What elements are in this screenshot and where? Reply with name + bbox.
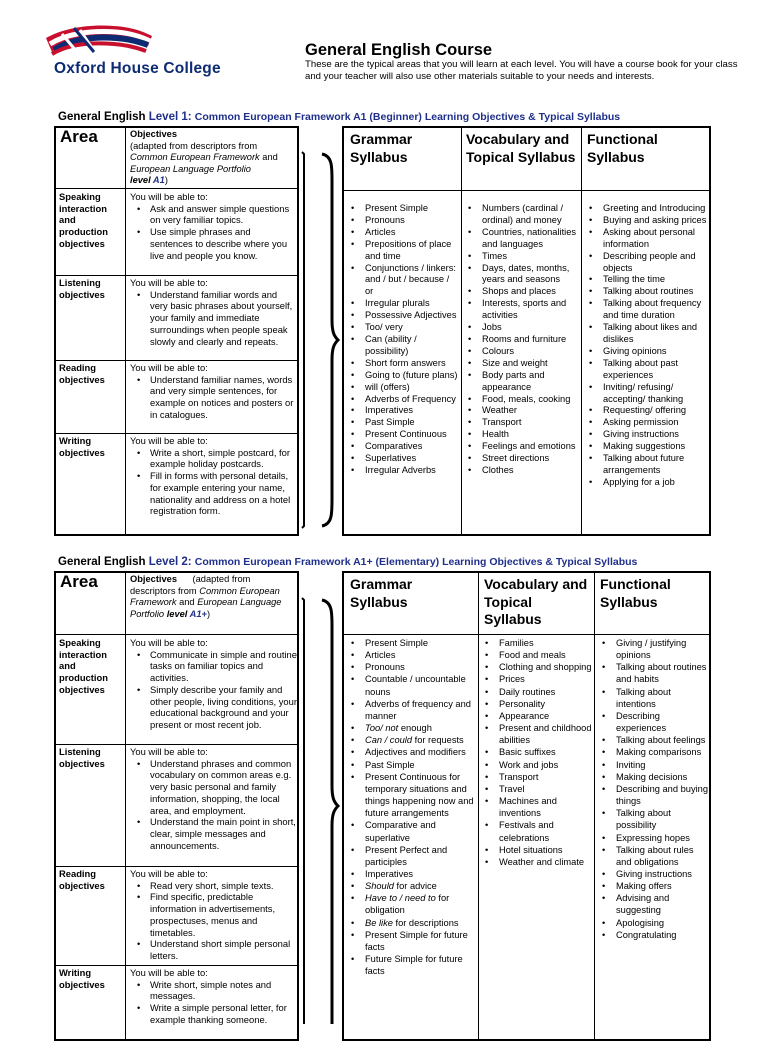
list-item: • Fill in forms with personal details, for example entering your name, nationality and address on a hotel registration form.	[130, 470, 295, 517]
list-item	[345, 819, 476, 843]
list-item: • Weather and climate	[479, 856, 593, 868]
list-item: • Requesting/ offering	[583, 405, 709, 417]
list-item: • Interests, sports and activities	[462, 298, 580, 322]
college-name: Oxford House College	[54, 60, 221, 77]
list-item: • Describing experiences	[596, 710, 709, 734]
list-item: • Apologising	[596, 917, 709, 929]
list-item	[345, 953, 476, 977]
list-item: • Expressing hopes	[596, 832, 709, 844]
list-item: • Understand short simple personal letters.	[130, 938, 297, 961]
list-item: • Size and weight	[462, 358, 580, 370]
list-item: • Understand familiar names, words and very simple sentences, for example on notices and posters or in catalogues.	[130, 374, 295, 421]
level1-writing-intro: You will be able to:	[130, 435, 208, 446]
list-item	[345, 759, 476, 771]
list-item	[345, 746, 476, 758]
list-item: • Talking about future arrangements	[583, 453, 709, 477]
level2-objectives-header	[130, 574, 297, 620]
list-item: • Hotel situations	[479, 844, 593, 856]
list-item: • Talking about rules and obligations	[596, 844, 709, 868]
list-item-emphasis: Be like	[365, 917, 393, 928]
level1-objectives-note-3: and	[259, 152, 278, 163]
list-item: • Transport	[479, 771, 593, 783]
level2-title-level: Level 2:	[148, 556, 195, 568]
level1-reading-objectives	[130, 362, 295, 421]
level1-vocab-heading: Vocabulary and Topical Syllabus	[466, 131, 576, 165]
list-item: • Conjunctions / linkers: and / but / because / or	[345, 263, 459, 299]
level1-brace-icon	[300, 150, 340, 530]
list-item: • Clothes	[462, 465, 580, 477]
level2-objectives-note-1: (adapted from descriptors from	[130, 574, 251, 596]
list-item: • Feelings and emotions	[462, 441, 580, 453]
list-item: • Colours	[462, 346, 580, 358]
level1-listening-label: Listening objectives	[59, 277, 105, 300]
level1-objectives-note-2: Common European Framework	[130, 152, 260, 163]
level2-objectives-note-7: )	[206, 608, 211, 619]
list-item: • Days, dates, months, years and seasons	[462, 263, 580, 287]
list-item	[345, 734, 476, 746]
list-item: • Short form answers	[345, 358, 459, 370]
list-item: • Understand the main point in short, clear, simple messages and announcements.	[130, 816, 297, 851]
list-item: • Giving opinions	[583, 346, 709, 358]
level1-vocab-list	[462, 203, 580, 477]
level2-reading-intro: You will be able to:	[130, 868, 208, 879]
list-item-text: for requests	[412, 735, 464, 746]
list-item	[345, 698, 476, 722]
list-item-text: enough	[398, 723, 432, 734]
list-item-text: Adverbs of frequency and manner	[365, 698, 471, 721]
list-item: • Numbers (cardinal / ordinal) and money	[462, 203, 580, 227]
list-item: • Use simple phrases and sentences to describe where you live and people you know.	[130, 226, 295, 261]
list-item-text: Pronouns	[365, 662, 405, 673]
list-item: • Food, meals, cooking	[462, 394, 580, 406]
level2-objectives-heading: Objectives	[130, 574, 178, 584]
list-item	[345, 917, 476, 929]
level1-title-cef: Common European Framework A1 (Beginner) Learning Objectives & Typical Syllabus	[194, 111, 621, 123]
level2-vocab-heading: Vocabulary and Topical Syllabus	[484, 576, 588, 627]
level2-writing-objectives	[130, 967, 297, 1026]
list-item: • Asking permission	[583, 417, 709, 429]
level1-objectives-heading: Objectives	[130, 129, 178, 139]
list-item: • Write a simple personal letter, for example thanking someone.	[130, 1002, 297, 1025]
list-item: • Superlatives	[345, 453, 459, 465]
list-item-text: Present Continuous for temporary situations and things happening now and future arrangements	[365, 771, 474, 819]
list-item-text: for descriptions	[392, 917, 459, 928]
list-item: • Street directions	[462, 453, 580, 465]
list-item: • Personality	[479, 698, 593, 710]
level1-functional-list	[583, 203, 709, 489]
level1-reading-intro: You will be able to:	[130, 362, 208, 373]
list-item: • Making suggestions	[583, 441, 709, 453]
level1-functional-heading: Functional Syllabus	[587, 131, 658, 165]
list-item: • Festivals and celebrations	[479, 819, 593, 843]
list-item: • Appearance	[479, 710, 593, 722]
list-item: • Giving / justifying opinions	[596, 637, 709, 661]
list-item: • Buying and asking prices	[583, 215, 709, 227]
course-intro: These are the typical areas that you will learn at each level. You will have a course book for your class and your teacher will also use other materials suitable to your needs and interests.	[305, 59, 738, 82]
level1-syllabus-table	[342, 126, 711, 536]
level1-listening-objectives	[130, 277, 295, 347]
level2-reading-objectives	[130, 868, 297, 962]
list-item: • Irregular plurals	[345, 298, 459, 310]
list-item: • Transport	[462, 417, 580, 429]
list-item: • Past Simple	[345, 417, 459, 429]
level2-title-cef: Common European Framework A1+ (Elementary) Learning Objectives & Typical Syllabus	[194, 556, 638, 568]
list-item: • Making comparisons	[596, 746, 709, 758]
list-item: • Families	[479, 637, 593, 649]
level1-objectives-note-5: level	[130, 175, 153, 186]
level2-area-heading: Area	[60, 572, 98, 591]
list-item	[345, 868, 476, 880]
level1-objectives-note-6: A1	[152, 175, 165, 186]
list-item: • Talking about routines	[583, 286, 709, 298]
level1-speaking-objectives	[130, 191, 295, 261]
level1-objectives-table	[54, 126, 299, 536]
list-item	[345, 771, 476, 820]
list-item: • Talking about likes and dislikes	[583, 322, 709, 346]
list-item: • Read very short, simple texts.	[130, 880, 297, 892]
list-item	[345, 649, 476, 661]
list-item: • Going to (future plans)	[345, 370, 459, 382]
list-item-text: for obligation	[365, 893, 450, 916]
level2-brace-icon	[300, 596, 340, 1024]
list-item: • Irregular Adverbs	[345, 465, 459, 477]
college-logo-flag-icon	[44, 24, 154, 64]
list-item-text: Articles	[365, 650, 396, 661]
list-item: • Communicate in simple and routine tasks on familiar topics and activities.	[130, 649, 297, 684]
level2-objectives-note-4: European Language Portfolio	[130, 597, 282, 619]
list-item: • Inviting	[596, 759, 709, 771]
list-item: • Countries, nationalities and languages	[462, 227, 580, 251]
list-item: • Find specific, predictable information in advertisements, prospectuses, menus and timetables.	[130, 891, 297, 938]
level2-objectives-table	[54, 571, 299, 1041]
list-item: • Food and meals	[479, 649, 593, 661]
level2-objectives-note-6: A1+	[189, 608, 207, 619]
level1-area-heading: Area	[60, 127, 98, 146]
list-item-text: Adjectives and modifiers	[365, 747, 466, 758]
list-item: • Possessive Adjectives	[345, 310, 459, 322]
level1-objectives-note-4: European Language Portfolio	[130, 163, 251, 174]
level2-functional-heading: Functional Syllabus	[600, 576, 671, 610]
list-item: • Comparatives	[345, 441, 459, 453]
list-item: • Making offers	[596, 880, 709, 892]
level1-grammar-heading: Grammar Syllabus	[350, 131, 413, 165]
list-item: • Making decisions	[596, 771, 709, 783]
list-item: • Describing people and objects	[583, 251, 709, 275]
list-item: • Times	[462, 251, 580, 263]
list-item-text: Present Simple for future facts	[365, 929, 468, 952]
list-item	[345, 929, 476, 953]
list-item: • Too/ very	[345, 322, 459, 334]
list-item: • Weather	[462, 405, 580, 417]
list-item	[345, 722, 476, 734]
list-item-text: Present Perfect and participles	[365, 844, 448, 867]
level1-listening-intro: You will be able to:	[130, 277, 208, 288]
list-item: • Describing and buying things	[596, 783, 709, 807]
level1-title-level: Level 1:	[148, 111, 195, 123]
level2-objectives-note-2: Common European Framework	[130, 585, 280, 608]
list-item: • Talking about frequency and time duration	[583, 298, 709, 322]
list-item: • Articles	[345, 227, 459, 239]
list-item: • Write short, simple notes and messages.	[130, 979, 297, 1002]
list-item: • Work and jobs	[479, 759, 593, 771]
level1-speaking-label: Speaking interaction and production objectives	[59, 191, 108, 249]
level2-objectives-note-3: and	[176, 597, 198, 608]
list-item	[345, 844, 476, 868]
level1-grammar-list	[345, 203, 459, 477]
level2-writing-intro: You will be able to:	[130, 967, 208, 978]
level2-listening-intro: You will be able to:	[130, 746, 208, 757]
list-item: • Clothing and shopping	[479, 661, 593, 673]
list-item-text: Past Simple	[365, 759, 415, 770]
list-item-emphasis: Can / could	[365, 735, 413, 746]
level2-title-prefix: General English	[58, 556, 149, 568]
list-item: • Pronouns	[345, 215, 459, 227]
list-item-text: Future Simple for future facts	[365, 954, 463, 977]
list-item: • Congratulating	[596, 929, 709, 941]
list-item: • Giving instructions	[583, 429, 709, 441]
list-item: • Adverbs of Frequency	[345, 394, 459, 406]
list-item: • Advising and suggesting	[596, 892, 709, 916]
list-item-text: Imperatives	[365, 868, 414, 879]
level2-objectives-note-5: level	[164, 608, 190, 619]
list-item	[345, 673, 476, 697]
level2-title	[58, 556, 637, 568]
list-item-emphasis: Have to / need to	[365, 893, 436, 904]
list-item: • Talking about possibility	[596, 807, 709, 831]
list-item: • Talking about routines and habits	[596, 661, 709, 685]
list-item: • Simply describe your family and other people, living conditions, your educational background and your present or most recent job.	[130, 684, 297, 731]
list-item: • Present Continuous	[345, 429, 459, 441]
level1-writing-objectives	[130, 435, 295, 517]
level2-reading-label: Reading objectives	[59, 868, 105, 891]
list-item: • Travel	[479, 783, 593, 795]
list-item: • Greeting and Introducing	[583, 203, 709, 215]
level2-grammar-heading: Grammar Syllabus	[350, 576, 413, 610]
list-item: • Inviting/ refusing/ accepting/ thanking	[583, 382, 709, 406]
list-item: • Talking about feelings	[596, 734, 709, 746]
level2-functional-list	[596, 637, 709, 941]
list-item: • Talking about past experiences	[583, 358, 709, 382]
list-item: • Ask and answer simple questions on very familiar topics.	[130, 203, 295, 226]
level2-writing-label: Writing objectives	[59, 967, 105, 990]
list-item-text: for advice	[393, 881, 437, 892]
list-item-emphasis: Should	[365, 881, 394, 892]
list-item-text: Present Simple	[365, 638, 429, 648]
list-item: • Basic suffixes	[479, 746, 593, 758]
list-item: • Rooms and furniture	[462, 334, 580, 346]
list-item: • Can (ability / possibility)	[345, 334, 459, 358]
list-item	[345, 637, 476, 649]
level2-syllabus-table	[342, 571, 711, 1041]
list-item-text: Comparative and superlative	[365, 820, 436, 843]
list-item: • Shops and places	[462, 286, 580, 298]
list-item-emphasis: Too/ not	[365, 723, 399, 734]
list-item: • Present and childhood abilities	[479, 722, 593, 746]
list-item: • Talking about intentions	[596, 686, 709, 710]
level1-title	[58, 111, 620, 123]
level2-speaking-intro: You will be able to:	[130, 637, 208, 648]
list-item: • Prices	[479, 673, 593, 685]
list-item	[345, 892, 476, 916]
list-item: • Asking about personal information	[583, 227, 709, 251]
list-item: • Body parts and appearance	[462, 370, 580, 394]
list-item	[345, 661, 476, 673]
list-item	[345, 880, 476, 892]
list-item: • Daily routines	[479, 686, 593, 698]
level2-listening-label: Listening objectives	[59, 746, 105, 769]
list-item: • Write a short, simple postcard, for example holiday postcards.	[130, 447, 295, 470]
level2-speaking-label: Speaking interaction and production objectives	[59, 637, 108, 695]
level1-objectives-note-1: (adapted from descriptors from	[130, 140, 258, 151]
level1-title-prefix: General English	[58, 111, 149, 123]
level2-vocab-list	[479, 637, 593, 868]
level1-objectives-note-7: )	[164, 175, 168, 186]
list-item: • Health	[462, 429, 580, 441]
course-title: General English Course	[305, 41, 493, 59]
list-item: • Understand phrases and common vocabulary on common areas e.g. very basic personal and family information, shopping, the local area, and employment.	[130, 758, 297, 817]
level1-reading-label: Reading objectives	[59, 362, 105, 385]
list-item: • Giving instructions	[596, 868, 709, 880]
level2-speaking-objectives	[130, 637, 297, 731]
level2-listening-objectives	[130, 746, 297, 851]
list-item: • Machines and inventions	[479, 795, 593, 819]
level1-speaking-intro: You will be able to:	[130, 191, 208, 202]
list-item-text: Countable / uncountable nouns	[365, 674, 466, 697]
level1-writing-label: Writing objectives	[59, 435, 105, 458]
list-item: • Jobs	[462, 322, 580, 334]
list-item: • Understand familiar words and very basic phrases about yourself, your family and immediate surroundings when people speak slowly and clearly and repeats.	[130, 289, 295, 348]
list-item: • Prepositions of place and time	[345, 239, 459, 263]
list-item: • will (offers)	[345, 382, 459, 394]
list-item: • Imperatives	[345, 405, 459, 417]
list-item: • Applying for a job	[583, 477, 709, 489]
list-item: • Telling the time	[583, 274, 709, 286]
list-item: • Present Simple	[345, 203, 459, 215]
level2-grammar-list	[345, 637, 476, 977]
level1-objectives-header	[130, 129, 295, 187]
